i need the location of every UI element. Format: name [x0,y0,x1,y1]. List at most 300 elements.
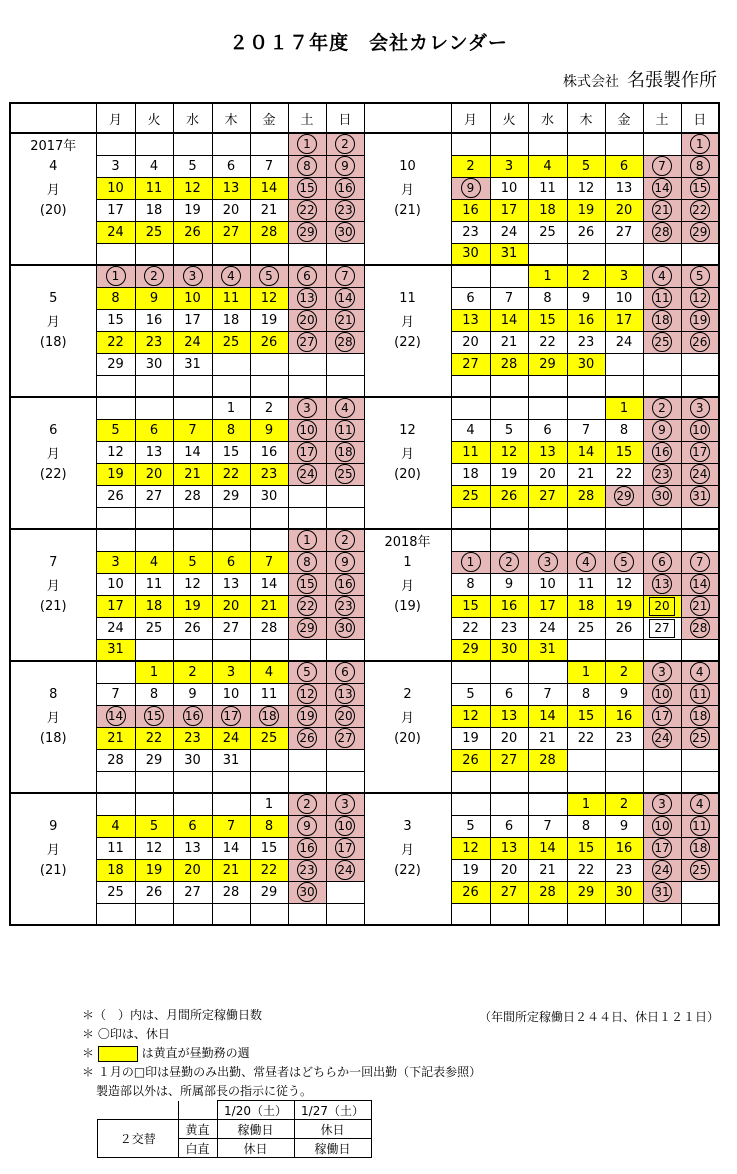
calendar-week-row [10,331,719,353]
day-cell [451,683,490,705]
day-number: 7 [264,158,274,174]
day-number: 30 [615,884,633,900]
day-cell [451,331,490,353]
calendar-week-row [10,859,719,881]
day-cell [212,397,250,419]
day-cell [173,133,212,155]
month-label-left [10,771,96,793]
day-cell [605,771,643,793]
holiday-day-number: 5 [297,662,317,682]
calendar-week-row [10,771,719,793]
day-cell [288,463,326,485]
shift-yellow-day2: 休日 [294,1120,371,1139]
day-number: 11 [577,576,595,592]
day-cell [681,903,719,925]
calendar-week-row [10,133,719,155]
day-cell [135,485,173,507]
day-number: 29 [107,356,124,372]
day-number: 7 [111,686,120,702]
day-cell [605,331,643,353]
day-number: 7 [581,422,591,438]
day-cell [173,661,212,683]
day-number: 13 [462,312,479,328]
holiday-day-number: 28 [652,222,672,242]
day-cell [326,815,364,837]
day-cell [528,639,567,661]
day-cell [135,815,173,837]
month-label-left: 月 [10,441,96,463]
day-number: 1 [619,400,629,416]
day-number: 25 [539,224,556,240]
day-cell [567,617,605,639]
day-number: 19 [184,202,201,218]
month-label-right: 3 [364,815,451,837]
day-number: 12 [145,840,163,856]
day-cell [135,375,173,397]
month-label-right: 月 [364,177,451,199]
day-cell [250,551,288,573]
day-cell [605,727,643,749]
day-cell [288,683,326,705]
day-number: 27 [500,884,518,900]
day-number: 10 [222,686,240,702]
day-cell [212,573,250,595]
day-number: 8 [466,576,475,592]
calendar-week-row [10,155,719,177]
day-number: 8 [581,818,591,834]
day-number: 22 [615,466,633,482]
day-number: 20 [500,730,518,746]
day-cell [605,661,643,683]
day-number: 28 [222,884,240,900]
day-cell [681,463,719,485]
day-number: 23 [500,620,518,636]
day-number: 29 [145,752,163,768]
holiday-day-number: 6 [652,552,672,572]
day-number: 31 [107,642,124,658]
day-cell [490,441,528,463]
weekday-header-cell: 土 [288,103,326,133]
calendar-week-row [10,551,719,573]
day-cell [212,309,250,331]
day-number: 4 [149,554,159,570]
holiday-day-number: 10 [297,420,317,440]
day-number: 26 [462,884,479,900]
day-cell [490,419,528,441]
day-cell [681,419,719,441]
day-cell [96,749,135,771]
calendar-week-row [10,595,719,617]
day-number: 7 [188,422,197,438]
day-number: 17 [539,598,556,614]
holiday-day-number: 1 [297,134,317,154]
day-cell [173,617,212,639]
day-number: 2 [581,268,591,284]
day-cell [451,221,490,243]
day-number: 8 [581,686,591,702]
day-cell [326,529,364,551]
day-number: 6 [504,686,514,702]
holiday-day-number: 23 [335,596,355,616]
day-cell [567,837,605,859]
day-cell [173,837,212,859]
day-number: 12 [260,290,278,306]
day-cell [605,441,643,463]
day-cell [490,683,528,705]
holiday-day-number: 9 [461,178,481,198]
holiday-day-number: 21 [652,200,672,220]
day-number: 1 [226,400,236,416]
day-cell [681,881,719,903]
day-number: 6 [149,422,159,438]
holiday-day-number: 24 [297,464,317,484]
day-number: 16 [462,202,479,218]
day-number: 3 [111,554,120,570]
calendar-week-row [10,441,719,463]
day-cell [173,793,212,815]
holiday-day-number: 30 [652,486,672,506]
day-cell [528,287,567,309]
day-number: 5 [188,158,197,174]
day-cell [643,353,681,375]
day-cell [250,199,288,221]
day-cell [326,331,364,353]
day-cell [567,463,605,485]
day-cell [250,507,288,529]
day-cell [490,177,528,199]
calendar-week-row [10,375,719,397]
day-cell [490,507,528,529]
day-cell [135,837,173,859]
day-number: 27 [222,620,240,636]
day-number: 12 [184,180,201,196]
month-label-right: 12 [364,419,451,441]
holiday-day-number: 9 [335,552,355,572]
day-number: 1 [264,796,274,812]
day-cell [288,397,326,419]
day-cell [326,463,364,485]
day-number: 29 [577,884,595,900]
holiday-day-number: 14 [106,706,126,726]
holiday-day-number: 29 [690,222,710,242]
day-number: 12 [615,576,633,592]
day-cell [490,133,528,155]
day-number: 3 [226,664,236,680]
holiday-day-number: 1 [461,552,481,572]
day-number: 15 [260,840,278,856]
day-cell [567,397,605,419]
day-number: 14 [500,312,518,328]
day-cell [451,485,490,507]
holiday-day-number: 18 [652,310,672,330]
day-cell [490,287,528,309]
day-number: 9 [581,290,591,306]
month-label-right: (20) [364,463,451,485]
day-cell [288,375,326,397]
day-number: 22 [539,334,556,350]
holiday-day-number: 11 [690,684,710,704]
day-number: 8 [264,818,274,834]
day-cell [567,243,605,265]
day-number: 18 [462,466,479,482]
holiday-day-number: 20 [297,310,317,330]
day-number: 7 [504,290,514,306]
month-label-left: 5 [10,287,96,309]
day-cell [212,683,250,705]
day-cell [250,639,288,661]
day-number: 11 [145,576,163,592]
holiday-day-number: 2 [499,552,519,572]
day-cell [605,243,643,265]
holiday-day-number: 16 [297,838,317,858]
day-number: 16 [615,840,633,856]
day-number: 31 [500,246,518,262]
calendar-week-row [10,265,719,287]
day-cell [605,309,643,331]
day-cell [96,177,135,199]
shift-date-2: 1/27（土） [294,1101,371,1120]
day-cell [96,903,135,925]
day-cell [96,859,135,881]
day-cell [605,639,643,661]
day-cell [490,485,528,507]
day-cell [173,595,212,617]
day-cell [681,551,719,573]
day-number: 12 [462,708,479,724]
day-number: 4 [149,158,159,174]
day-number: 8 [619,422,629,438]
day-cell [605,551,643,573]
day-number: 12 [577,180,595,196]
day-cell [643,287,681,309]
day-cell [605,155,643,177]
day-cell [567,749,605,771]
day-cell [288,287,326,309]
day-number: 27 [184,884,201,900]
day-cell [605,793,643,815]
day-cell [326,551,364,573]
day-number: 3 [619,268,629,284]
day-cell [681,287,719,309]
day-number: 1 [581,664,591,680]
day-number: 13 [615,180,633,196]
day-number: 14 [260,576,278,592]
holiday-day-number: 4 [652,266,672,286]
day-number: 20 [500,862,518,878]
day-cell [605,749,643,771]
weekday-header-cell: 木 [567,103,605,133]
holiday-day-number: 1 [690,134,710,154]
day-number: 23 [462,224,479,240]
holiday-day-number: 24 [335,860,355,880]
day-cell [605,397,643,419]
day-cell [528,331,567,353]
day-cell [605,595,643,617]
day-number: 27 [145,488,163,504]
day-number: 4 [264,664,274,680]
day-number: 14 [184,444,201,460]
day-cell [173,265,212,287]
day-cell [96,441,135,463]
day-number: 7 [543,818,552,834]
day-cell [643,243,681,265]
day-number: 30 [462,246,479,262]
day-number: 14 [577,444,595,460]
holiday-day-number: 29 [297,222,317,242]
weekday-header-cell: 月 [451,103,490,133]
day-number: 11 [222,290,240,306]
holiday-day-number: 22 [297,596,317,616]
month-label-left [10,221,96,243]
holiday-day-number: 25 [690,728,710,748]
day-number: 14 [222,840,240,856]
month-label-right [364,771,451,793]
day-cell [250,177,288,199]
calendar-week-row [10,727,719,749]
day-cell [528,749,567,771]
month-label-right: 1 [364,551,451,573]
month-label-right [364,485,451,507]
holiday-day-number: 15 [144,706,164,726]
holiday-day-number: 17 [221,706,241,726]
day-cell [681,155,719,177]
holiday-day-number: 14 [335,288,355,308]
holiday-day-number: 19 [297,706,317,726]
day-cell [605,705,643,727]
day-number: 25 [260,730,278,746]
month-label-right: (19) [364,595,451,617]
day-cell [528,617,567,639]
day-cell [135,199,173,221]
day-cell [681,485,719,507]
day-cell [451,859,490,881]
day-number: 19 [615,598,633,614]
day-number: 5 [149,818,159,834]
day-number: 26 [184,224,201,240]
holiday-day-number: 7 [335,266,355,286]
day-number: 7 [543,686,552,702]
day-number: 7 [226,818,236,834]
day-cell [326,705,364,727]
holiday-day-number: 12 [297,684,317,704]
day-cell [212,265,250,287]
day-cell [135,793,173,815]
annual-summary: （年間所定稼働日２４４日、休日１２１日） [478,1010,719,1024]
month-label-right: 月 [364,441,451,463]
day-number: 28 [260,620,278,636]
day-cell [567,793,605,815]
day-cell [135,617,173,639]
day-cell [643,485,681,507]
day-number: 26 [462,752,479,768]
day-cell [451,903,490,925]
day-cell [605,507,643,529]
day-cell [643,617,681,639]
day-cell [250,375,288,397]
day-shift-day-number: 27 [649,619,675,638]
holiday-day-number: 31 [690,486,710,506]
day-number: 21 [222,862,240,878]
day-number: 29 [260,884,278,900]
month-label-right [364,617,451,639]
month-label-right [364,133,451,155]
day-cell [490,771,528,793]
day-number: 11 [260,686,278,702]
month-label-left [10,353,96,375]
day-cell [681,353,719,375]
day-cell [96,221,135,243]
day-cell [96,881,135,903]
holiday-day-number: 23 [652,464,672,484]
month-label-left [10,529,96,551]
day-number: 26 [500,488,518,504]
day-number: 16 [260,444,278,460]
day-number: 17 [184,312,201,328]
day-cell [173,353,212,375]
day-cell [605,419,643,441]
day-cell [250,881,288,903]
day-cell [212,793,250,815]
day-cell [326,903,364,925]
day-cell [135,309,173,331]
day-number: 9 [619,818,629,834]
day-cell [643,837,681,859]
calendar-week-row [10,397,719,419]
month-label-left: (18) [10,331,96,353]
month-label-left: 月 [10,309,96,331]
day-cell [528,793,567,815]
holiday-day-number: 4 [335,398,355,418]
day-number: 23 [615,862,633,878]
day-number: 26 [260,334,278,350]
day-cell [173,243,212,265]
day-cell [451,133,490,155]
day-cell [528,595,567,617]
day-cell [288,815,326,837]
holiday-day-number: 14 [690,574,710,594]
day-cell [451,881,490,903]
day-cell [135,221,173,243]
day-cell [212,375,250,397]
day-number: 4 [466,422,475,438]
month-label-right [364,793,451,815]
day-number: 19 [577,202,595,218]
day-number: 13 [500,840,518,856]
day-cell [326,683,364,705]
holiday-day-number: 2 [335,530,355,550]
day-number: 22 [577,730,595,746]
month-label-left: (22) [10,463,96,485]
day-cell [567,529,605,551]
day-cell [643,529,681,551]
day-number: 15 [615,444,633,460]
day-cell [643,331,681,353]
month-label-right [364,375,451,397]
month-label-right [364,353,451,375]
day-cell [326,617,364,639]
holiday-day-number: 8 [297,552,317,572]
day-number: 28 [260,224,278,240]
day-cell [567,595,605,617]
day-cell [212,133,250,155]
day-cell [135,507,173,529]
holiday-day-number: 5 [259,266,279,286]
day-number: 26 [615,620,633,636]
holiday-day-number: 17 [652,838,672,858]
day-cell [135,331,173,353]
day-number: 27 [615,224,633,240]
day-cell [212,441,250,463]
